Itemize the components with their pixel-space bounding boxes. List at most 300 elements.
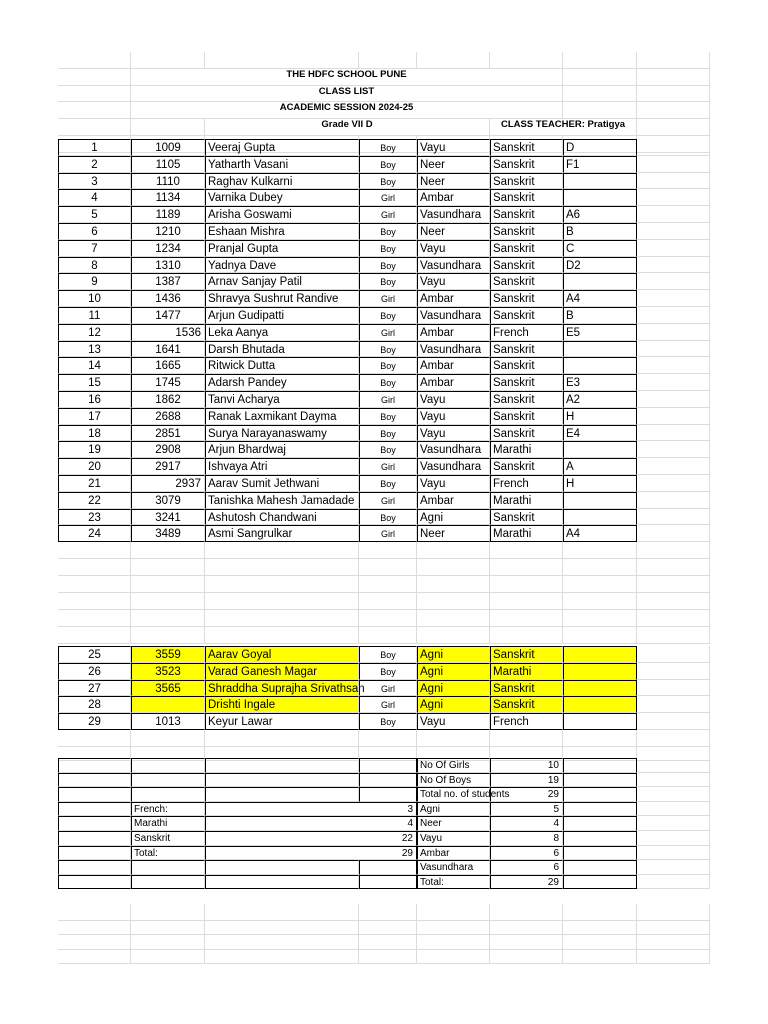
empty-cell[interactable] [205, 773, 359, 788]
empty-cell[interactable] [58, 831, 131, 846]
empty-cell[interactable] [359, 948, 417, 965]
language-label[interactable]: Marathi [131, 816, 205, 831]
empty-cell[interactable] [205, 610, 359, 627]
empty-cell[interactable] [205, 860, 359, 875]
section-code[interactable]: E4 [563, 425, 637, 442]
gender[interactable]: Girl [359, 458, 417, 475]
empty-cell[interactable] [637, 102, 710, 119]
empty-cell[interactable] [637, 802, 710, 817]
second-language[interactable]: Sanskrit [490, 290, 563, 307]
serial-number[interactable]: 29 [58, 713, 131, 730]
student-name[interactable]: Shravya Sushrut Randive [205, 290, 359, 307]
serial-number[interactable]: 2 [58, 156, 131, 173]
empty-cell[interactable] [637, 576, 710, 593]
second-language[interactable]: Sanskrit [490, 273, 563, 290]
empty-cell[interactable] [131, 948, 205, 965]
empty-cell[interactable] [563, 758, 637, 773]
empty-cell[interactable] [359, 593, 417, 610]
admission-number[interactable]: 1134 [131, 189, 205, 206]
house[interactable]: Vasundhara [417, 341, 490, 358]
admission-number[interactable]: 2908 [131, 441, 205, 458]
empty-cell[interactable] [417, 610, 490, 627]
empty-cell[interactable] [563, 627, 637, 644]
admission-number[interactable]: 1745 [131, 374, 205, 391]
language-count[interactable]: 3 [205, 802, 417, 817]
language-count[interactable]: 29 [205, 846, 417, 861]
empty-cell[interactable] [637, 773, 710, 788]
student-name[interactable]: Ritwick Dutta [205, 357, 359, 374]
empty-cell[interactable] [563, 102, 637, 119]
house[interactable]: Neer [417, 223, 490, 240]
empty-cell[interactable] [205, 593, 359, 610]
house[interactable]: Agni [417, 509, 490, 526]
admission-number[interactable]: 2851 [131, 425, 205, 442]
empty-cell[interactable] [205, 576, 359, 593]
section-code[interactable]: E3 [563, 374, 637, 391]
second-language[interactable]: Sanskrit [490, 189, 563, 206]
student-name[interactable]: Adarsh Pandey [205, 374, 359, 391]
empty-cell[interactable] [637, 139, 710, 156]
serial-number[interactable]: 20 [58, 458, 131, 475]
empty-cell[interactable] [637, 257, 710, 274]
empty-cell[interactable] [359, 627, 417, 644]
house-summary-count[interactable]: 8 [490, 831, 563, 846]
house-summary-label[interactable]: Agni [417, 802, 490, 817]
section-code[interactable] [563, 273, 637, 290]
house[interactable]: Ambar [417, 357, 490, 374]
empty-cell[interactable] [58, 846, 131, 861]
empty-cell[interactable] [131, 52, 205, 69]
house[interactable]: Vayu [417, 425, 490, 442]
empty-cell[interactable] [563, 875, 637, 890]
serial-number[interactable]: 18 [58, 425, 131, 442]
student-name[interactable]: Surya Narayanaswamy [205, 425, 359, 442]
house-summary-label[interactable]: Total: [417, 875, 490, 890]
empty-cell[interactable] [637, 627, 710, 644]
language-label[interactable]: Total: [131, 846, 205, 861]
empty-cell[interactable] [637, 509, 710, 526]
empty-cell[interactable] [58, 948, 131, 965]
grade-label[interactable]: Grade VII D [205, 119, 490, 136]
empty-cell[interactable] [637, 341, 710, 358]
house[interactable]: Vasundhara [417, 458, 490, 475]
list-title[interactable]: CLASS LIST [131, 86, 563, 103]
gender[interactable]: Boy [359, 713, 417, 730]
student-name[interactable]: Keyur Lawar [205, 713, 359, 730]
admission-number[interactable]: 2937 [131, 475, 205, 492]
second-language[interactable]: Sanskrit [490, 173, 563, 190]
student-name[interactable]: Asmi Sangrulkar [205, 525, 359, 542]
house-summary-label[interactable]: Ambar [417, 846, 490, 861]
gender[interactable]: Girl [359, 680, 417, 697]
empty-cell[interactable] [637, 86, 710, 103]
empty-cell[interactable] [131, 627, 205, 644]
section-code[interactable]: E5 [563, 324, 637, 341]
second-language[interactable]: Sanskrit [490, 257, 563, 274]
empty-cell[interactable] [205, 52, 359, 69]
student-name[interactable]: Yatharth Vasani [205, 156, 359, 173]
serial-number[interactable]: 25 [58, 646, 131, 663]
empty-cell[interactable] [637, 357, 710, 374]
serial-number[interactable]: 22 [58, 492, 131, 509]
house[interactable]: Agni [417, 646, 490, 663]
empty-cell[interactable] [131, 875, 205, 890]
student-name[interactable]: Aarav Goyal [205, 646, 359, 663]
empty-cell[interactable] [637, 593, 710, 610]
house-summary-count[interactable]: 6 [490, 846, 563, 861]
student-name[interactable]: Arisha Goswami [205, 206, 359, 223]
empty-cell[interactable] [205, 627, 359, 644]
empty-cell[interactable] [58, 758, 131, 773]
section-code[interactable] [563, 680, 637, 697]
house-summary-label[interactable]: Total no. of students [417, 787, 490, 802]
house[interactable]: Vasundhara [417, 441, 490, 458]
serial-number[interactable]: 7 [58, 240, 131, 257]
serial-number[interactable]: 8 [58, 257, 131, 274]
section-code[interactable] [563, 696, 637, 713]
section-code[interactable]: H [563, 475, 637, 492]
empty-cell[interactable] [490, 593, 563, 610]
empty-cell[interactable] [637, 425, 710, 442]
empty-cell[interactable] [637, 374, 710, 391]
second-language[interactable]: Sanskrit [490, 240, 563, 257]
empty-cell[interactable] [563, 846, 637, 861]
house-summary-count[interactable]: 5 [490, 802, 563, 817]
serial-number[interactable]: 3 [58, 173, 131, 190]
empty-cell[interactable] [131, 610, 205, 627]
empty-cell[interactable] [637, 542, 710, 559]
student-name[interactable]: Shraddha Suprajha Srivathsan [205, 680, 359, 697]
admission-number[interactable]: 1105 [131, 156, 205, 173]
language-label[interactable]: Sanskrit [131, 831, 205, 846]
empty-cell[interactable] [417, 542, 490, 559]
admission-number[interactable]: 2688 [131, 408, 205, 425]
section-code[interactable]: A4 [563, 290, 637, 307]
empty-cell[interactable] [637, 119, 710, 136]
house[interactable]: Vayu [417, 475, 490, 492]
empty-cell[interactable] [58, 787, 131, 802]
section-code[interactable]: A6 [563, 206, 637, 223]
empty-cell[interactable] [131, 773, 205, 788]
serial-number[interactable]: 16 [58, 391, 131, 408]
empty-cell[interactable] [637, 559, 710, 576]
section-code[interactable]: A4 [563, 525, 637, 542]
student-name[interactable]: Arjun Bhardwaj [205, 441, 359, 458]
empty-cell[interactable] [637, 875, 710, 890]
section-code[interactable]: A [563, 458, 637, 475]
empty-cell[interactable] [637, 663, 710, 680]
empty-cell[interactable] [637, 69, 710, 86]
section-code[interactable] [563, 509, 637, 526]
empty-cell[interactable] [637, 475, 710, 492]
empty-cell[interactable] [637, 223, 710, 240]
serial-number[interactable]: 17 [58, 408, 131, 425]
admission-number[interactable]: 1536 [131, 324, 205, 341]
gender[interactable]: Boy [359, 357, 417, 374]
gender[interactable]: Boy [359, 173, 417, 190]
empty-cell[interactable] [563, 610, 637, 627]
empty-cell[interactable] [637, 787, 710, 802]
house-summary-label[interactable]: Neer [417, 816, 490, 831]
section-code[interactable] [563, 713, 637, 730]
empty-cell[interactable] [131, 542, 205, 559]
serial-number[interactable]: 24 [58, 525, 131, 542]
empty-cell[interactable] [131, 576, 205, 593]
empty-cell[interactable] [359, 610, 417, 627]
house[interactable]: Ambar [417, 374, 490, 391]
serial-number[interactable]: 9 [58, 273, 131, 290]
empty-cell[interactable] [637, 273, 710, 290]
gender[interactable]: Boy [359, 425, 417, 442]
serial-number[interactable]: 4 [58, 189, 131, 206]
empty-cell[interactable] [58, 52, 131, 69]
admission-number[interactable] [131, 696, 205, 713]
empty-cell[interactable] [637, 610, 710, 627]
serial-number[interactable]: 14 [58, 357, 131, 374]
admission-number[interactable]: 1436 [131, 290, 205, 307]
serial-number[interactable]: 10 [58, 290, 131, 307]
empty-cell[interactable] [417, 593, 490, 610]
house-summary-label[interactable]: Vayu [417, 831, 490, 846]
admission-number[interactable]: 1641 [131, 341, 205, 358]
empty-cell[interactable] [58, 610, 131, 627]
admission-number[interactable]: 1009 [131, 139, 205, 156]
student-name[interactable]: Aarav Sumit Jethwani [205, 475, 359, 492]
empty-cell[interactable] [637, 391, 710, 408]
empty-cell[interactable] [58, 860, 131, 875]
second-language[interactable]: Sanskrit [490, 509, 563, 526]
second-language[interactable]: Sanskrit [490, 206, 563, 223]
student-name[interactable]: Ishvaya Atri [205, 458, 359, 475]
serial-number[interactable]: 1 [58, 139, 131, 156]
empty-cell[interactable] [563, 86, 637, 103]
house[interactable]: Vayu [417, 139, 490, 156]
empty-cell[interactable] [490, 948, 563, 965]
empty-cell[interactable] [637, 860, 710, 875]
empty-cell[interactable] [58, 559, 131, 576]
empty-cell[interactable] [637, 324, 710, 341]
empty-cell[interactable] [417, 52, 490, 69]
empty-cell[interactable] [637, 696, 710, 713]
empty-cell[interactable] [131, 860, 205, 875]
gender[interactable]: Boy [359, 663, 417, 680]
empty-cell[interactable] [58, 542, 131, 559]
house[interactable]: Agni [417, 663, 490, 680]
house[interactable]: Agni [417, 680, 490, 697]
admission-number[interactable]: 3565 [131, 680, 205, 697]
serial-number[interactable]: 15 [58, 374, 131, 391]
empty-cell[interactable] [359, 773, 417, 788]
empty-cell[interactable] [637, 948, 710, 965]
class-teacher[interactable]: CLASS TEACHER: Pratigya [490, 119, 637, 136]
empty-cell[interactable] [637, 680, 710, 697]
empty-cell[interactable] [563, 787, 637, 802]
empty-cell[interactable] [58, 627, 131, 644]
empty-cell[interactable] [563, 948, 637, 965]
gender[interactable]: Boy [359, 475, 417, 492]
empty-cell[interactable] [359, 559, 417, 576]
empty-cell[interactable] [563, 802, 637, 817]
second-language[interactable]: Sanskrit [490, 408, 563, 425]
second-language[interactable]: Sanskrit [490, 357, 563, 374]
empty-cell[interactable] [637, 492, 710, 509]
second-language[interactable]: French [490, 713, 563, 730]
admission-number[interactable]: 1387 [131, 273, 205, 290]
empty-cell[interactable] [58, 875, 131, 890]
empty-cell[interactable] [205, 875, 359, 890]
empty-cell[interactable] [637, 441, 710, 458]
student-name[interactable]: Eshaan Mishra [205, 223, 359, 240]
admission-number[interactable]: 3523 [131, 663, 205, 680]
serial-number[interactable]: 6 [58, 223, 131, 240]
second-language[interactable]: Marathi [490, 492, 563, 509]
student-name[interactable]: Drishti Ingale [205, 696, 359, 713]
gender[interactable]: Boy [359, 509, 417, 526]
student-name[interactable]: Pranjal Gupta [205, 240, 359, 257]
empty-cell[interactable] [58, 119, 131, 136]
gender[interactable]: Boy [359, 139, 417, 156]
student-name[interactable]: Varnika Dubey [205, 189, 359, 206]
gender[interactable]: Girl [359, 525, 417, 542]
empty-cell[interactable] [359, 542, 417, 559]
second-language[interactable]: Sanskrit [490, 139, 563, 156]
house[interactable]: Vayu [417, 391, 490, 408]
second-language[interactable]: Sanskrit [490, 223, 563, 240]
admission-number[interactable]: 1665 [131, 357, 205, 374]
student-name[interactable]: Raghav Kulkarni [205, 173, 359, 190]
house-summary-label[interactable]: No Of Girls [417, 758, 490, 773]
house[interactable]: Ambar [417, 290, 490, 307]
house[interactable]: Neer [417, 173, 490, 190]
student-name[interactable]: Ranak Laxmikant Dayma [205, 408, 359, 425]
admission-number[interactable]: 3079 [131, 492, 205, 509]
empty-cell[interactable] [563, 542, 637, 559]
serial-number[interactable]: 26 [58, 663, 131, 680]
empty-cell[interactable] [637, 831, 710, 846]
empty-cell[interactable] [563, 52, 637, 69]
student-name[interactable]: Veeraj Gupta [205, 139, 359, 156]
house[interactable]: Neer [417, 525, 490, 542]
house-summary-count[interactable]: 4 [490, 816, 563, 831]
house-summary-count[interactable]: 29 [490, 875, 563, 890]
second-language[interactable]: Sanskrit [490, 374, 563, 391]
empty-cell[interactable] [58, 593, 131, 610]
gender[interactable]: Boy [359, 223, 417, 240]
empty-cell[interactable] [359, 576, 417, 593]
admission-number[interactable]: 1110 [131, 173, 205, 190]
empty-cell[interactable] [359, 758, 417, 773]
empty-cell[interactable] [490, 610, 563, 627]
empty-cell[interactable] [637, 458, 710, 475]
empty-cell[interactable] [563, 593, 637, 610]
admission-number[interactable]: 1477 [131, 307, 205, 324]
house[interactable]: Vasundhara [417, 206, 490, 223]
serial-number[interactable]: 13 [58, 341, 131, 358]
house[interactable]: Vayu [417, 408, 490, 425]
section-code[interactable]: B [563, 307, 637, 324]
empty-cell[interactable] [637, 206, 710, 223]
empty-cell[interactable] [58, 86, 131, 103]
empty-cell[interactable] [637, 156, 710, 173]
house-summary-label[interactable]: No Of Boys [417, 773, 490, 788]
empty-cell[interactable] [563, 831, 637, 846]
gender[interactable]: Girl [359, 391, 417, 408]
section-code[interactable]: D2 [563, 257, 637, 274]
serial-number[interactable]: 27 [58, 680, 131, 697]
empty-cell[interactable] [58, 576, 131, 593]
admission-number[interactable]: 1862 [131, 391, 205, 408]
serial-number[interactable]: 21 [58, 475, 131, 492]
empty-cell[interactable] [359, 787, 417, 802]
serial-number[interactable]: 11 [58, 307, 131, 324]
section-code[interactable]: C [563, 240, 637, 257]
serial-number[interactable]: 19 [58, 441, 131, 458]
empty-cell[interactable] [637, 240, 710, 257]
admission-number[interactable]: 3489 [131, 525, 205, 542]
section-code[interactable]: D [563, 139, 637, 156]
empty-cell[interactable] [563, 773, 637, 788]
language-count[interactable]: 22 [205, 831, 417, 846]
student-name[interactable]: Darsh Bhutada [205, 341, 359, 358]
empty-cell[interactable] [58, 102, 131, 119]
session-title[interactable]: ACADEMIC SESSION 2024-25 [131, 102, 563, 119]
empty-cell[interactable] [563, 816, 637, 831]
empty-cell[interactable] [205, 787, 359, 802]
admission-number[interactable]: 1013 [131, 713, 205, 730]
serial-number[interactable]: 12 [58, 324, 131, 341]
empty-cell[interactable] [58, 773, 131, 788]
empty-cell[interactable] [637, 816, 710, 831]
gender[interactable]: Boy [359, 257, 417, 274]
gender[interactable]: Girl [359, 206, 417, 223]
house[interactable]: Vasundhara [417, 307, 490, 324]
section-code[interactable] [563, 663, 637, 680]
section-code[interactable]: F1 [563, 156, 637, 173]
empty-cell[interactable] [637, 713, 710, 730]
empty-cell[interactable] [359, 860, 417, 875]
empty-cell[interactable] [637, 525, 710, 542]
empty-cell[interactable] [205, 948, 359, 965]
section-code[interactable] [563, 357, 637, 374]
gender[interactable]: Girl [359, 290, 417, 307]
student-name[interactable]: Tanishka Mahesh Jamadade [205, 492, 359, 509]
second-language[interactable]: Sanskrit [490, 341, 563, 358]
serial-number[interactable]: 5 [58, 206, 131, 223]
gender[interactable]: Girl [359, 189, 417, 206]
empty-cell[interactable] [490, 576, 563, 593]
empty-cell[interactable] [637, 646, 710, 663]
empty-cell[interactable] [490, 542, 563, 559]
house-summary-count[interactable]: 29 [490, 787, 563, 802]
second-language[interactable]: Sanskrit [490, 696, 563, 713]
section-code[interactable]: H [563, 408, 637, 425]
empty-cell[interactable] [58, 69, 131, 86]
house-summary-count[interactable]: 6 [490, 860, 563, 875]
admission-number[interactable]: 1310 [131, 257, 205, 274]
gender[interactable]: Girl [359, 696, 417, 713]
language-label[interactable]: French: [131, 802, 205, 817]
gender[interactable]: Boy [359, 307, 417, 324]
empty-cell[interactable] [131, 593, 205, 610]
section-code[interactable] [563, 173, 637, 190]
serial-number[interactable]: 28 [58, 696, 131, 713]
empty-cell[interactable] [417, 576, 490, 593]
student-name[interactable]: Tanvi Acharya [205, 391, 359, 408]
section-code[interactable] [563, 441, 637, 458]
house-summary-label[interactable]: Vasundhara [417, 860, 490, 875]
house-summary-count[interactable]: 10 [490, 758, 563, 773]
empty-cell[interactable] [490, 627, 563, 644]
